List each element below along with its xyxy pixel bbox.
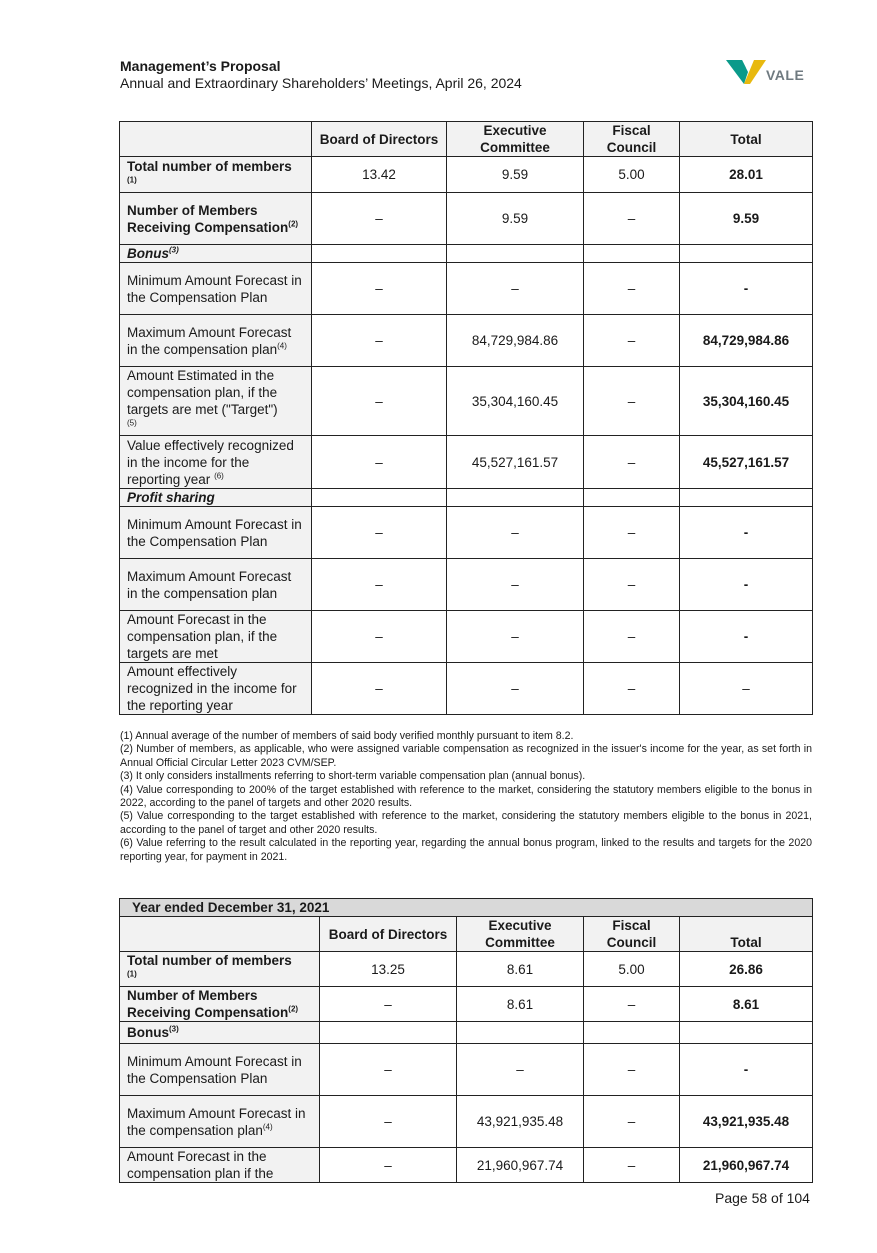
cell-total: 9.59	[680, 193, 813, 245]
cell-total: -	[680, 507, 813, 559]
cell-value: –	[447, 663, 584, 715]
cell-value: –	[312, 559, 447, 611]
table-row	[120, 157, 813, 193]
cell-value: –	[584, 987, 680, 1022]
row-label: Value effectively recognized in the income for the reporting year $^{(6)}$	[120, 436, 312, 489]
cell-value: 5.00	[584, 952, 680, 987]
column-header: Fiscal Council	[584, 917, 680, 952]
column-header: Executive Committee	[457, 917, 584, 952]
table-row	[120, 1148, 813, 1183]
footnote: (2) Number of members, as applicable, who were assigned variable compensation as recognized in the issuer's income for the year, as set forth in Annual Official Circular Letter 2023 CVM/SEP.	[120, 743, 812, 769]
document-subtitle: Annual and Extraordinary Shareholders’ Meetings, April 26, 2024	[120, 75, 522, 91]
row-label: Maximum Amount Forecast in the compensation plan	[120, 559, 312, 611]
cell-value: 43,921,935.48	[457, 1096, 584, 1148]
row-label: Maximum Amount Forecast in the compensation plan$^{(4)}$	[120, 315, 312, 367]
section-label: Bonus$^{(3)}$	[120, 245, 312, 263]
cell-value: –	[320, 1148, 457, 1183]
table-row	[120, 663, 813, 715]
footnote: (4) Value corresponding to 200% of the target established with reference to the market, considering the statutory members eligible to the bonus in 2022, according to the panel of targets and other 2020 results.	[120, 783, 812, 810]
table-row	[120, 1096, 813, 1148]
section-label: Profit sharing	[120, 489, 312, 507]
table-row	[120, 315, 813, 367]
table-row	[120, 367, 813, 436]
footnote: (3) It only considers installments referring to short-term variable compensation plan (annual bonus).	[120, 770, 586, 783]
column-header: Board of Directors	[320, 917, 457, 952]
cell-value: –	[584, 436, 680, 489]
cell-total: -	[680, 559, 813, 611]
row-label: Amount effectively recognized in the income for the reporting year	[120, 663, 312, 715]
cell-value: –	[584, 193, 680, 245]
document-title: Management’s Proposal	[120, 58, 281, 74]
cell-value: 45,527,161.57	[447, 436, 584, 489]
cell-total: 43,921,935.48	[680, 1096, 813, 1148]
vale-logo	[726, 54, 806, 88]
cell-value: –	[320, 1096, 457, 1148]
cell-value: 13.42	[312, 157, 447, 193]
cell-value: –	[447, 263, 584, 315]
table-row	[120, 1044, 813, 1096]
year-label: Year ended December 31, 2021	[120, 899, 813, 917]
cell-total: 45,527,161.57	[680, 436, 813, 489]
table-row	[120, 436, 813, 489]
table-row	[120, 987, 813, 1022]
footnote: (1) Annual average of the number of members of said body verified monthly pursuant to item 8.2.	[120, 730, 574, 742]
cell-value: –	[312, 193, 447, 245]
cell-value: 35,304,160.45	[447, 367, 584, 436]
page-number: Page 58 of 104	[715, 1190, 810, 1206]
cell-value: –	[584, 663, 680, 715]
column-header: Executive Committee	[447, 122, 584, 157]
row-label: Minimum Amount Forecast in the Compensation Plan	[120, 507, 312, 559]
cell-value: 8.61	[457, 952, 584, 987]
footnotes	[120, 730, 812, 864]
year-header-row	[120, 899, 813, 917]
footnote: (5) Value corresponding to the target established with reference to the market, considering the statutory members eligible to the bonus in 2021, according to the panel of target and other 2020 results.	[120, 810, 812, 836]
row-label: Amount Forecast in the compensation plan, if the targets are met	[120, 611, 312, 663]
section-row-profit-sharing	[120, 489, 813, 507]
cell-total: 28.01	[680, 157, 813, 193]
header-empty-cell	[120, 917, 320, 952]
cell-total: 84,729,984.86	[680, 315, 813, 367]
cell-total: -	[680, 1044, 813, 1096]
cell-value: –	[584, 507, 680, 559]
cell-total: -	[680, 263, 813, 315]
column-header: Total	[680, 917, 813, 952]
table-row	[120, 952, 813, 987]
section-label: Bonus$^{(3)}$	[120, 1022, 320, 1044]
cell-value: –	[584, 1148, 680, 1183]
cell-value: –	[312, 263, 447, 315]
cell-value: –	[584, 1044, 680, 1096]
cell-value: –	[320, 987, 457, 1022]
cell-value: –	[584, 1096, 680, 1148]
table-header-row	[120, 917, 813, 952]
cell-value: –	[312, 611, 447, 663]
cell-value: 9.59	[447, 157, 584, 193]
cell-value: –	[447, 559, 584, 611]
table-row	[120, 193, 813, 245]
cell-value: 21,960,967.74	[457, 1148, 584, 1183]
cell-total: 21,960,967.74	[680, 1148, 813, 1183]
cell-value: –	[584, 367, 680, 436]
vale-logo-text: VALE	[766, 67, 805, 83]
cell-value: –	[312, 315, 447, 367]
column-header: Fiscal Council	[584, 122, 680, 157]
cell-value: 8.61	[457, 987, 584, 1022]
row-label: Minimum Amount Forecast in the Compensation Plan	[120, 263, 312, 315]
cell-value: –	[312, 436, 447, 489]
cell-total: -	[680, 611, 813, 663]
cell-total: 35,304,160.45	[680, 367, 813, 436]
cell-value: –	[447, 507, 584, 559]
row-label: Number of Members Receiving Compensation$^{(2)}$	[120, 987, 320, 1022]
cell-total: 26.86	[680, 952, 813, 987]
table-row	[120, 507, 813, 559]
compensation-table-current	[119, 121, 813, 715]
table-row	[120, 611, 813, 663]
cell-value: –	[447, 611, 584, 663]
table-header-row	[120, 122, 813, 157]
compensation-table-2021	[119, 898, 813, 1183]
row-label: Amount Forecast in the compensation plan if the	[120, 1148, 320, 1183]
row-label: Amount Estimated in the compensation plan, if the targets are met ("Target") $^{(5)}$	[120, 367, 312, 436]
row-label: Total number of members $^{(1)}$	[120, 157, 312, 193]
cell-value: –	[584, 611, 680, 663]
cell-value: –	[312, 507, 447, 559]
section-row-bonus	[120, 1022, 813, 1044]
table-row	[120, 263, 813, 315]
cell-value: –	[312, 663, 447, 715]
cell-value: –	[320, 1044, 457, 1096]
footnote: (6) Value referring to the result calculated in the reporting year, regarding the annual bonus program, linked to the results and targets for the 2020 reporting year, for payment in 2021.	[120, 837, 812, 863]
vale-logo-icon	[726, 54, 766, 88]
cell-value: 5.00	[584, 157, 680, 193]
row-label: Total number of members $^{(1)}$	[120, 952, 320, 987]
column-header: Board of Directors	[312, 122, 447, 157]
row-label: Minimum Amount Forecast in the Compensation Plan	[120, 1044, 320, 1096]
row-label: Maximum Amount Forecast in the compensation plan$^{(4)}$	[120, 1096, 320, 1148]
header-empty-cell	[120, 122, 312, 157]
cell-value: 84,729,984.86	[447, 315, 584, 367]
cell-value: –	[584, 263, 680, 315]
cell-value: –	[584, 315, 680, 367]
cell-total: 8.61	[680, 987, 813, 1022]
section-row-bonus	[120, 245, 813, 263]
cell-value: –	[457, 1044, 584, 1096]
cell-value: –	[584, 559, 680, 611]
row-label: Number of Members Receiving Compensation$^{(2)}$	[120, 193, 312, 245]
cell-value: 13.25	[320, 952, 457, 987]
cell-total: –	[680, 663, 813, 715]
cell-value: 9.59	[447, 193, 584, 245]
column-header: Total	[680, 122, 813, 157]
cell-value: –	[312, 367, 447, 436]
table-row	[120, 559, 813, 611]
